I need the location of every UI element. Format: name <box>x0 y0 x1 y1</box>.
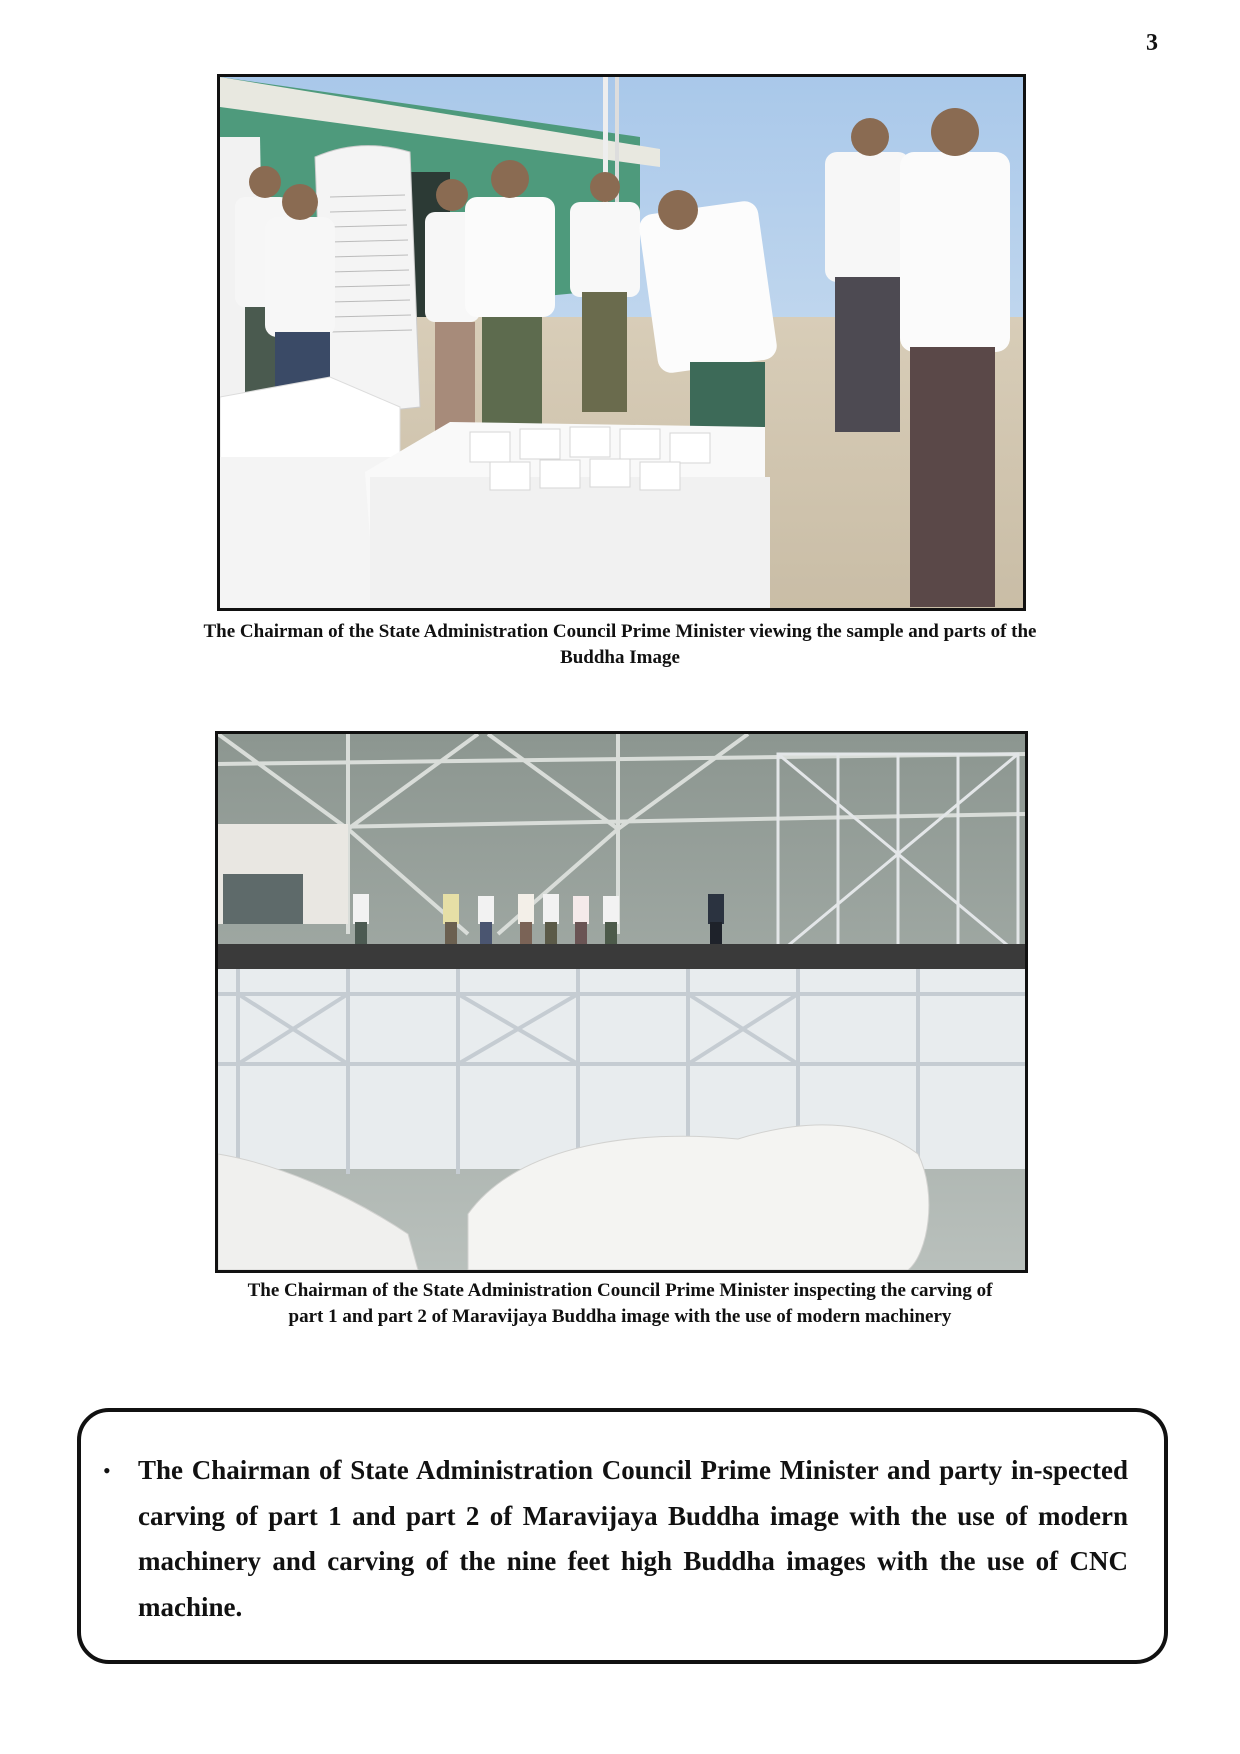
page-number: 3 <box>1146 30 1158 56</box>
photo-carving-hall <box>215 731 1028 1273</box>
list-item <box>103 1448 1128 1630</box>
bullet-icon: • <box>103 1458 111 1483</box>
summary-box <box>77 1408 1168 1664</box>
photo-caption: The Chairman of the State Administration Council Prime Minister viewing the sample and parts of the Buddha Image <box>203 621 1037 668</box>
photo-officials-viewing-sample <box>217 74 1026 611</box>
photo-caption: The Chairman of the State Administration Council Prime Minister inspecting the carving of part 1 and part 2 of Maravijaya Buddha image with the use of modern machinery <box>247 1280 993 1327</box>
summary-text: The Chairman of State Administration Council Prime Minister and party in-spected carving of part 1 and part 2 of Maravijaya Buddha image with the use of modern machinery and carving of the nine feet high Buddha images with the use of CNC machine. <box>138 1455 1128 1622</box>
